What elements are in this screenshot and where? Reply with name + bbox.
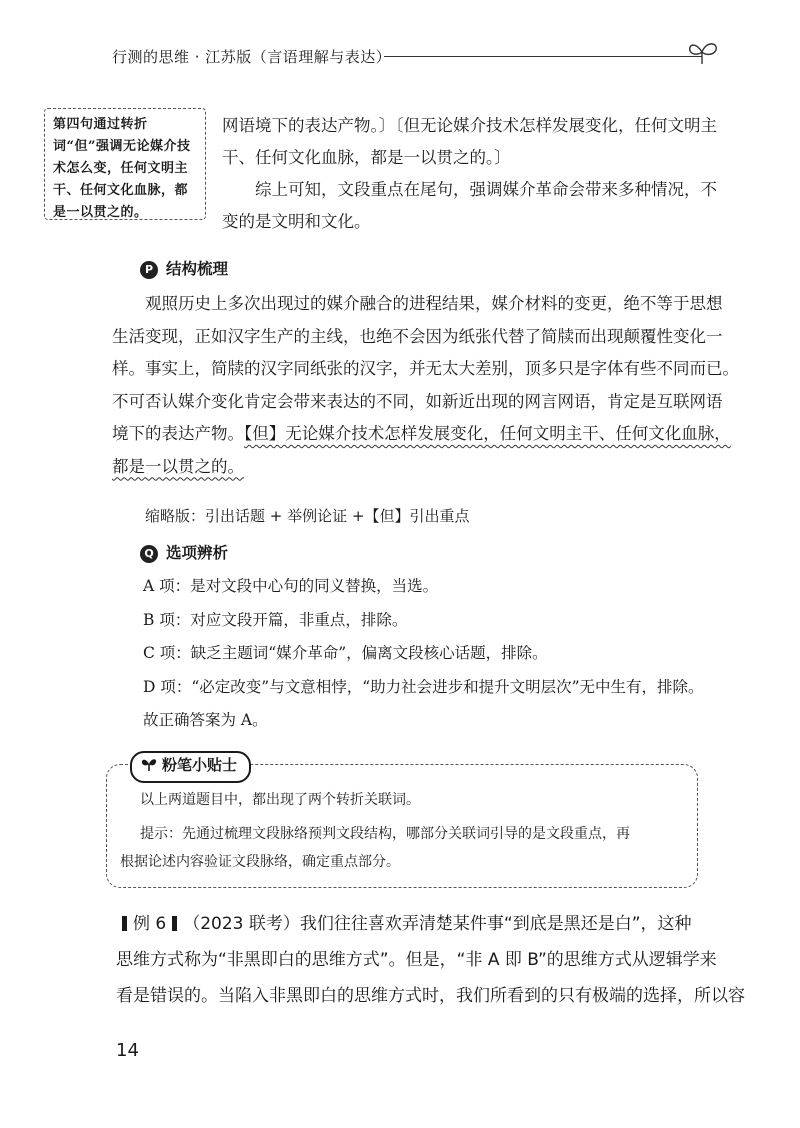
- structure-heading-text: 结构梳理: [166, 260, 229, 278]
- intro-line: 综上可知，文段重点在尾句，强调媒介革命会带来多种情况，不: [255, 180, 717, 199]
- options-list: [143, 570, 723, 738]
- sprout-icon: [684, 38, 724, 68]
- option-d: D 项：“必定改变”与文意相悖，“助力社会进步和提升文明层次”无中生有，排除。: [143, 677, 704, 696]
- sprout-icon: [140, 756, 158, 772]
- key-sentence: 【但】无论媒介技术怎样发展变化，任何文明主干、任何文化血脉，: [244, 424, 731, 443]
- option-b: B 项：对应文段开篇，非重点，排除。: [143, 610, 408, 629]
- structure-line: 观照历史上多次出现过的媒介融合的进程结果，媒介材料的变更，绝不等于思想: [145, 294, 723, 313]
- intro-line: 干、任何文化血脉，都是一以贯之的。〕: [222, 148, 511, 167]
- answer-line: 故正确答案为 A。: [143, 711, 268, 729]
- structure-line: 样。事实上，简牍的汉字同纸张的汉字，并无太大差别，顶多只是字体有些不同而已。: [112, 359, 739, 378]
- structure-line: 不可否认媒介变化肯定会带来表达的不同，如新近出现的网言网语，肯定是互联网语: [112, 391, 723, 411]
- bar-marker: [122, 916, 127, 931]
- option-c: C 项：缺乏主题词“媒介革命”，偏离文段核心话题，排除。: [143, 644, 548, 662]
- tip-line: 以上两道题目中，都出现了两个转折关联词。: [140, 792, 420, 808]
- header-rule: [384, 56, 702, 57]
- example-text: （2023 联考）我们往往喜欢弄清楚某件事“到底是黑还是白”，这种: [183, 914, 692, 934]
- structure-line: [112, 418, 732, 451]
- example-line: 思维方式称为“非黑即白的思维方式”。但是，“非 A 即 B”的思维方式从逻辑学来: [116, 950, 717, 970]
- structure-text: 境下的表达产物。: [112, 424, 244, 443]
- structure-summary: 缩略版：引出话题 + 举例论证 +【但】引出重点: [145, 507, 470, 525]
- tip-line: 根据论述内容验证文段脉络，确定重点部分。: [120, 854, 400, 870]
- key-sentence: 都是一以贯之的。: [112, 456, 244, 476]
- structure-line: [112, 451, 732, 484]
- page-header: [112, 46, 732, 76]
- structure-heading: [140, 257, 228, 279]
- structure-paragraph: [112, 288, 739, 483]
- bar-marker: [172, 916, 177, 931]
- tip-label-text: 粉笔小贴士: [162, 756, 238, 774]
- example-label: 例 6: [133, 914, 167, 934]
- structure-icon: P: [140, 261, 158, 279]
- example-line: 看是错误的。当陷入非黑即白的思维方式时，我们所看到的只有极端的选择，所以容: [116, 986, 745, 1006]
- example-line: [116, 906, 692, 942]
- options-icon: Q: [140, 545, 158, 563]
- options-heading: [140, 541, 228, 563]
- intro-line: 网语境下的表达产物。〕〔但无论媒介技术怎样发展变化，任何文明主: [222, 116, 717, 135]
- structure-line: 生活变现，正如汉字生产的主线，也绝不会因为纸张代替了简牍而出现颠覆性变化一: [112, 326, 723, 346]
- intro-paragraph: [222, 110, 722, 238]
- options-heading-text: 选项辨析: [166, 544, 229, 562]
- tip-label: [130, 751, 251, 783]
- option-a: A 项：是对文段中心句的同义替换，当选。: [143, 577, 439, 595]
- page-number: 14: [116, 1040, 139, 1061]
- header-title: 行测的思维 · 江苏版（言语理解与表达）: [112, 48, 392, 66]
- intro-line: 变的是文明和文化。: [222, 212, 371, 231]
- tip-line: 提示：先通过梳理文段脉络预判文段结构，哪部分关联词引导的是文段重点，再: [140, 826, 630, 842]
- margin-annotation: 第四句通过转折词“但”强调无论媒介技术怎么变，任何文明主干、任何文化血脉，都是一以贯之的。: [44, 108, 206, 220]
